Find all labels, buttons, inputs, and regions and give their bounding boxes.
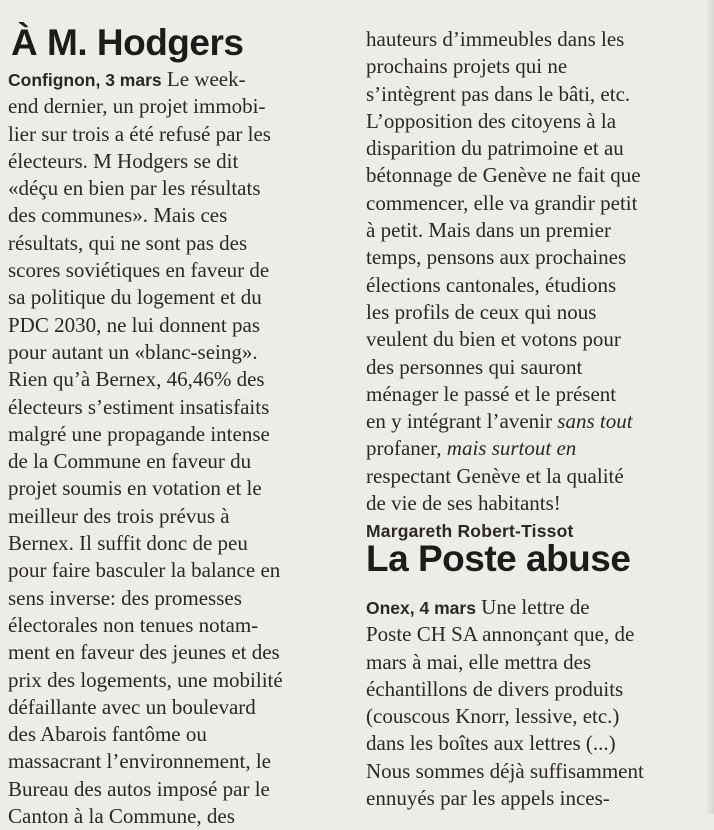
text-line: hauteurs d’immeubles dans les	[366, 27, 625, 51]
text-line: disparition du patrimoine et au	[366, 136, 624, 161]
letter-headline: La Poste abuse	[366, 538, 631, 579]
text-line: malgré une propagande intense	[8, 421, 270, 446]
dateline: Confignon, 3 mars	[8, 70, 162, 90]
text-line: L’opposition des citoyens à la	[366, 108, 617, 133]
text-line: de la Commune en faveur du	[8, 449, 252, 474]
italic-fragment: sans tout	[557, 409, 633, 434]
text-line: prix des logements, une mobilité	[8, 667, 283, 692]
text-line: des Abarois fantôme ou	[8, 722, 207, 747]
letter-headline: À M. Hodgers	[11, 22, 244, 63]
text-line: pour autant un «blanc-seing».	[8, 339, 258, 364]
text-line: scores soviétiques en faveur de	[8, 258, 270, 283]
text-line: Rien qu’à Bernex, 46,46% des	[8, 367, 265, 392]
letter-body	[366, 594, 644, 812]
text-line: Bernex. Il suffit donc de peu	[8, 531, 248, 556]
text-line: échantillons de divers produits	[366, 676, 624, 701]
text-line: ment en faveur des jeunes et des	[8, 640, 280, 665]
text-line: électorales non tenues notam-	[8, 612, 259, 637]
text-line: bétonnage de Genève ne fait que	[366, 163, 641, 188]
text-line: veulent du bien et votons pour	[366, 327, 621, 352]
text-line: massacrant l’environnement, le	[8, 749, 271, 774]
text-fragment: Le week-	[161, 67, 246, 91]
text-line	[8, 66, 283, 93]
text-line: lier sur trois a été refusé par les	[8, 121, 271, 146]
text-line: de vie de ses habitants!	[366, 491, 561, 516]
text-line: (couscous Knorr, lessive, etc.)	[366, 704, 620, 729]
text-line: Nous sommes déjà suffisamment	[366, 758, 644, 783]
text-line: dans les boîtes aux lettres (...)	[366, 731, 616, 756]
text-line: Poste CH SA annonçant que, de	[366, 622, 635, 647]
text-line: défaillante avec un boulevard	[8, 694, 256, 719]
text-line: meilleur des trois prévus à	[8, 503, 230, 528]
dateline: Onex, 4 mars	[366, 598, 476, 618]
text-line	[366, 408, 641, 435]
italic-fragment: mais surtout en	[446, 436, 577, 461]
signature: Margareth Robert-Tissot	[366, 521, 574, 542]
text-line: des communes». Mais ces	[8, 203, 228, 228]
text-line: les profils de ceux qui nous	[366, 299, 597, 324]
text-line: résultats, qui ne sont pas des	[8, 230, 248, 255]
text-line: électeurs s’estiment insatisfaits	[8, 394, 270, 419]
text-line: respectant Genève et la qualité	[366, 463, 624, 488]
text-fragment: en y intégrant l’avenir	[366, 409, 558, 434]
text-line: Canton à la Commune, des	[8, 804, 235, 829]
text-line: ménager le passé et le présent	[366, 381, 617, 406]
text-fragment: profaner,	[366, 436, 447, 461]
text-line	[366, 435, 641, 462]
text-line: temps, pensons aux prochaines	[366, 245, 627, 270]
text-line: s’intègrent pas dans le bâti, etc.	[366, 81, 631, 106]
text-line: pour faire basculer la balance en	[8, 558, 281, 583]
text-line: élections cantonales, étudions	[366, 272, 617, 297]
text-line: projet soumis en votation et le	[8, 476, 262, 501]
text-line: mars à mai, elle mettra des	[366, 649, 592, 674]
text-line: PDC 2030, ne lui donnent pas	[8, 312, 260, 337]
text-line: prochains projets qui ne	[366, 54, 568, 79]
text-line: des personnes qui sauront	[366, 354, 583, 379]
text-line: sens inverse: des promesses	[8, 585, 242, 610]
letter-body	[8, 66, 283, 830]
text-line: commencer, elle va grandir petit	[366, 190, 638, 215]
text-line: ennuyés par les appels inces-	[366, 786, 610, 811]
text-line: «déçu en bien par les résultats	[8, 176, 261, 201]
text-line: Bureau des autos imposé par le	[8, 776, 270, 801]
text-line: end dernier, un projet immobi-	[8, 94, 266, 119]
text-line: sa politique du logement et du	[8, 285, 262, 310]
text-line: électeurs. M Hodgers se dit	[8, 148, 239, 173]
page-edge-shadow	[706, 0, 714, 814]
text-line	[366, 594, 644, 621]
text-fragment: Une lettre de	[475, 595, 590, 619]
text-line: à petit. Mais dans un premier	[366, 218, 611, 243]
letter-body-continued	[366, 26, 641, 545]
